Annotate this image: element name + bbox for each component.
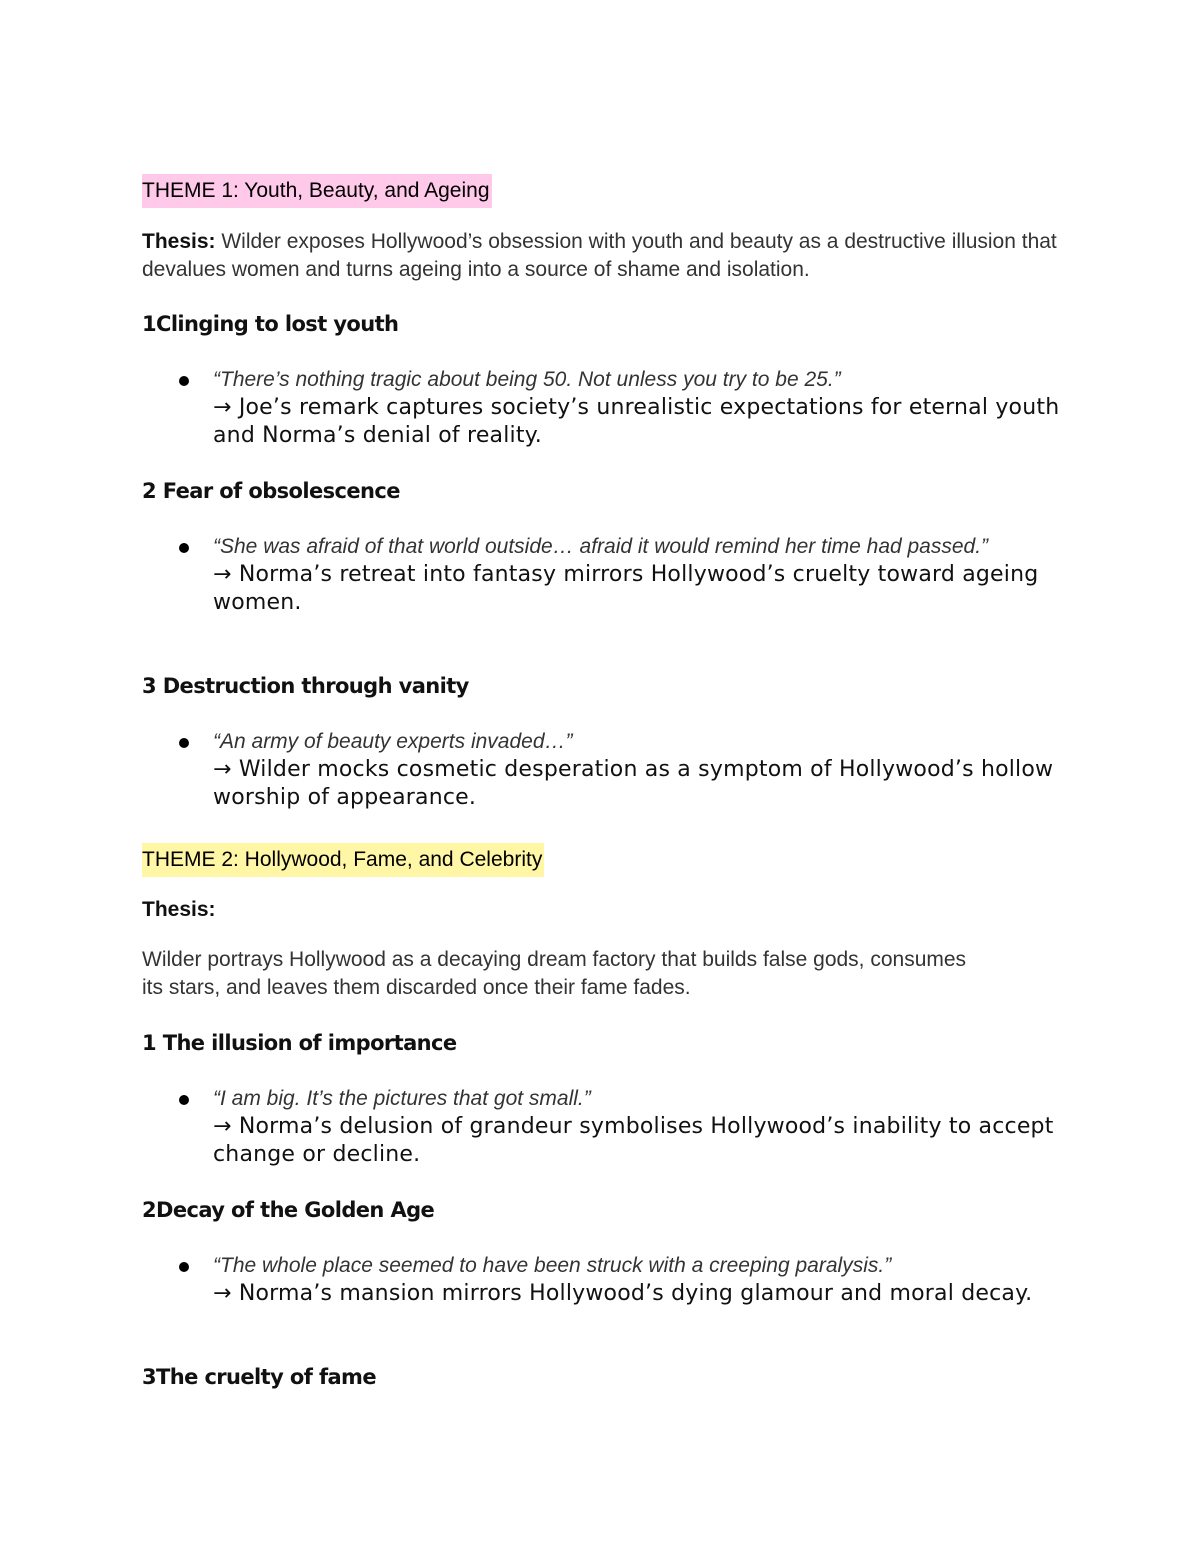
theme1-point1-heading: 1Clinging to lost youth [142, 312, 399, 336]
theme2-point2-analysis: → Norma’s mansion mirrors Hollywood’s dying glamour and moral decay. [213, 1281, 1033, 1306]
theme2-point1-analysis: → Norma’s delusion of grandeur symbolises Hollywood’s inability to accept change or decline. [213, 1114, 1054, 1167]
theme1-point3-heading: 3 Destruction through vanity [142, 674, 469, 698]
theme2-thesis-label-line [142, 896, 216, 924]
theme1-point3-bullet [142, 728, 1062, 812]
theme1-thesis-text: Wilder exposes Hollywood’s obsession with youth and beauty as a destructive illusion that devalues women and turns ageing into a source of shame and isolation. [142, 230, 1057, 281]
theme2-thesis-text: Wilder portrays Hollywood as a decaying dream factory that builds false gods, consumes its stars, and leaves them discarded once their fame fades. [142, 948, 967, 999]
theme2-point2-quote: “The whole place seemed to have been struck with a creeping paralysis.” [213, 1254, 892, 1277]
bullet-icon [179, 1095, 189, 1105]
theme1-point2-quote: “She was afraid of that world outside… afraid it would remind her time had passed.” [213, 535, 989, 558]
theme1-heading-wrap [142, 174, 492, 208]
theme1-point2-bullet [142, 533, 1062, 617]
theme2-point2-bullet [142, 1252, 1062, 1308]
theme2-point1-quote: “I am big. It’s the pictures that got small.” [213, 1087, 591, 1110]
theme1-point3-analysis: → Wilder mocks cosmetic desperation as a symptom of Hollywood’s hollow worship of appearance. [213, 757, 1054, 810]
theme2-point3-heading: 3The cruelty of fame [142, 1365, 376, 1389]
theme1-point1-bullet [142, 366, 1062, 450]
theme1-point2-analysis: → Norma’s retreat into fantasy mirrors Hollywood’s cruelty toward ageing women. [213, 562, 1039, 615]
theme1-point2-heading: 2 Fear of obsolescence [142, 479, 400, 503]
bullet-icon [179, 376, 189, 386]
theme2-thesis-label: Thesis: [142, 898, 216, 921]
theme2-heading: THEME 2: Hollywood, Fame, and Celebrity [142, 843, 544, 877]
theme1-thesis [142, 228, 1062, 284]
theme1-heading: THEME 1: Youth, Beauty, and Ageing [142, 174, 492, 208]
theme2-heading-wrap [142, 843, 544, 877]
theme2-point1-heading: 1 The illusion of importance [142, 1031, 457, 1055]
theme1-point3-quote: “An army of beauty experts invaded…” [213, 730, 573, 753]
theme1-thesis-label: Thesis: [142, 230, 216, 253]
theme2-point2-heading: 2Decay of the Golden Age [142, 1198, 435, 1222]
bullet-icon [179, 1262, 189, 1272]
theme2-thesis [142, 946, 972, 1002]
theme1-point1-quote: “There’s nothing tragic about being 50. Not unless you try to be 25.” [213, 368, 841, 391]
bullet-icon [179, 738, 189, 748]
bullet-icon [179, 543, 189, 553]
theme2-point1-bullet [142, 1085, 1062, 1169]
theme1-point1-analysis: → Joe’s remark captures society’s unrealistic expectations for eternal youth and Norma’s denial of reality. [213, 395, 1060, 448]
